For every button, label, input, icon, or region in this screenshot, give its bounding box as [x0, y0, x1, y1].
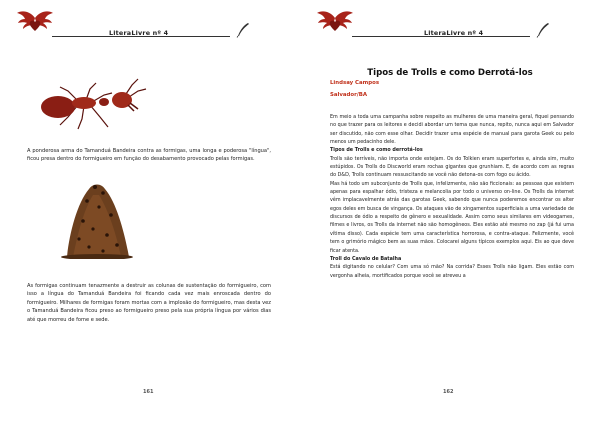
article-paragraph: Trolls são terríveis, não importa onde estejam. Os do Tolkien eram superfortes e, ainda sim, muito estúpidos. Os Trolls do Discworld eram rochas gigantes que grunhiam. E, de acordo com as regras do D&D, Trolls continuam ressuscitando se você não detona-os com fogo ou ácido.: [330, 155, 574, 179]
section-heading: Troll do Cavalo de Batalha: [330, 255, 402, 262]
winged-heart-logo-icon: [16, 9, 54, 35]
ant-illustration: [38, 73, 150, 133]
anthill-illustration: [59, 175, 135, 259]
page-number: 162: [443, 389, 454, 395]
left-paragraph-2: As formigas continuam tenazmente a destruir as colunas de sustentação do formigueiro, com isso a língua do Tamanduá Bandeira foi ficando cada vez mais enroscada dentro do formigueiro. Milhares de formigas foram mortas com a implosão do formigueiro, mas desta vez o Tamanduá Bandeira ficou preso ao formigueiro preso pela sua própria língua por vários dias até que morreu de fome e sede.: [27, 283, 271, 323]
author-location: Salvador/BA: [330, 92, 367, 98]
winged-heart-logo-icon: [316, 9, 354, 35]
author-name: Lindsay Campos: [330, 80, 380, 86]
article-body: [330, 113, 574, 280]
page-number: 161: [143, 389, 154, 395]
magazine-title: LiteraLivre nº 4: [109, 29, 169, 37]
quill-pen-icon: [236, 22, 250, 38]
quill-pen-icon: [536, 22, 550, 38]
right-page: [300, 0, 600, 424]
left-paragraph-1: A ponderosa arma do Tamanduá Bandeira contra as formigas, uma longa e poderosa "língua", ficou presa dentro do formigueiro em função do desabamento provocado pelas formigas.: [27, 148, 271, 163]
article-paragraph: Em meio a toda uma campanha sobre respeito as mulheres de uma maneira geral, fiquei pensando no que trazer para os leitores e decidi abordar um tema que nunca, repito, nunca aqui em Salvador ser discutido, não com esse olhar. Decidir trazer uma espécie de manual para garota Geek ou pelo menos um pedacinho dele.: [330, 114, 574, 146]
article-paragraph: Mas há todo um subconjunto de Trolls que, infelizmente, não são ficcionais: as pessoas que existem apenas para espalhar ódio, tristeza e melancolia por todo o universo on-line. Os Trolls da internet vêm implacavelmente atrás das garotas Geek, sabendo que nunca poderemos encontrar os alter egos deles em busca de vingança. Os ataques vão de xingamentos superficiais a uma variedade de discursos de ódio a respeito de gênero e sexualidade. Assim como seus similares em videogames, filmes e livros, os Trolls da internet não são homogêneos. Eles estão até mesmo no zap (já fui uma vítima disso). Cada espécie tem uma característica horrorosa, e contra-ataque. Felizmente, você tem o grimório mágico bem as suas mãos. Colocarei alguns típicos exemplos aqui. Eis ao que deve ficar atenta.: [330, 180, 574, 254]
section-heading: Tipos de Trolls e como derrotá-los: [330, 147, 423, 154]
magazine-title: LiteraLivre nº 4: [424, 29, 484, 37]
article-paragraph: Está digitando no celular? Com uma só mão? Na corrida? Esses Trolls não ligam. Eles estão com vergonha alheia, mortificados porque você se atreveu a: [330, 264, 574, 279]
article-title: Tipos de Trolls e como Derrotá-los: [367, 68, 533, 78]
